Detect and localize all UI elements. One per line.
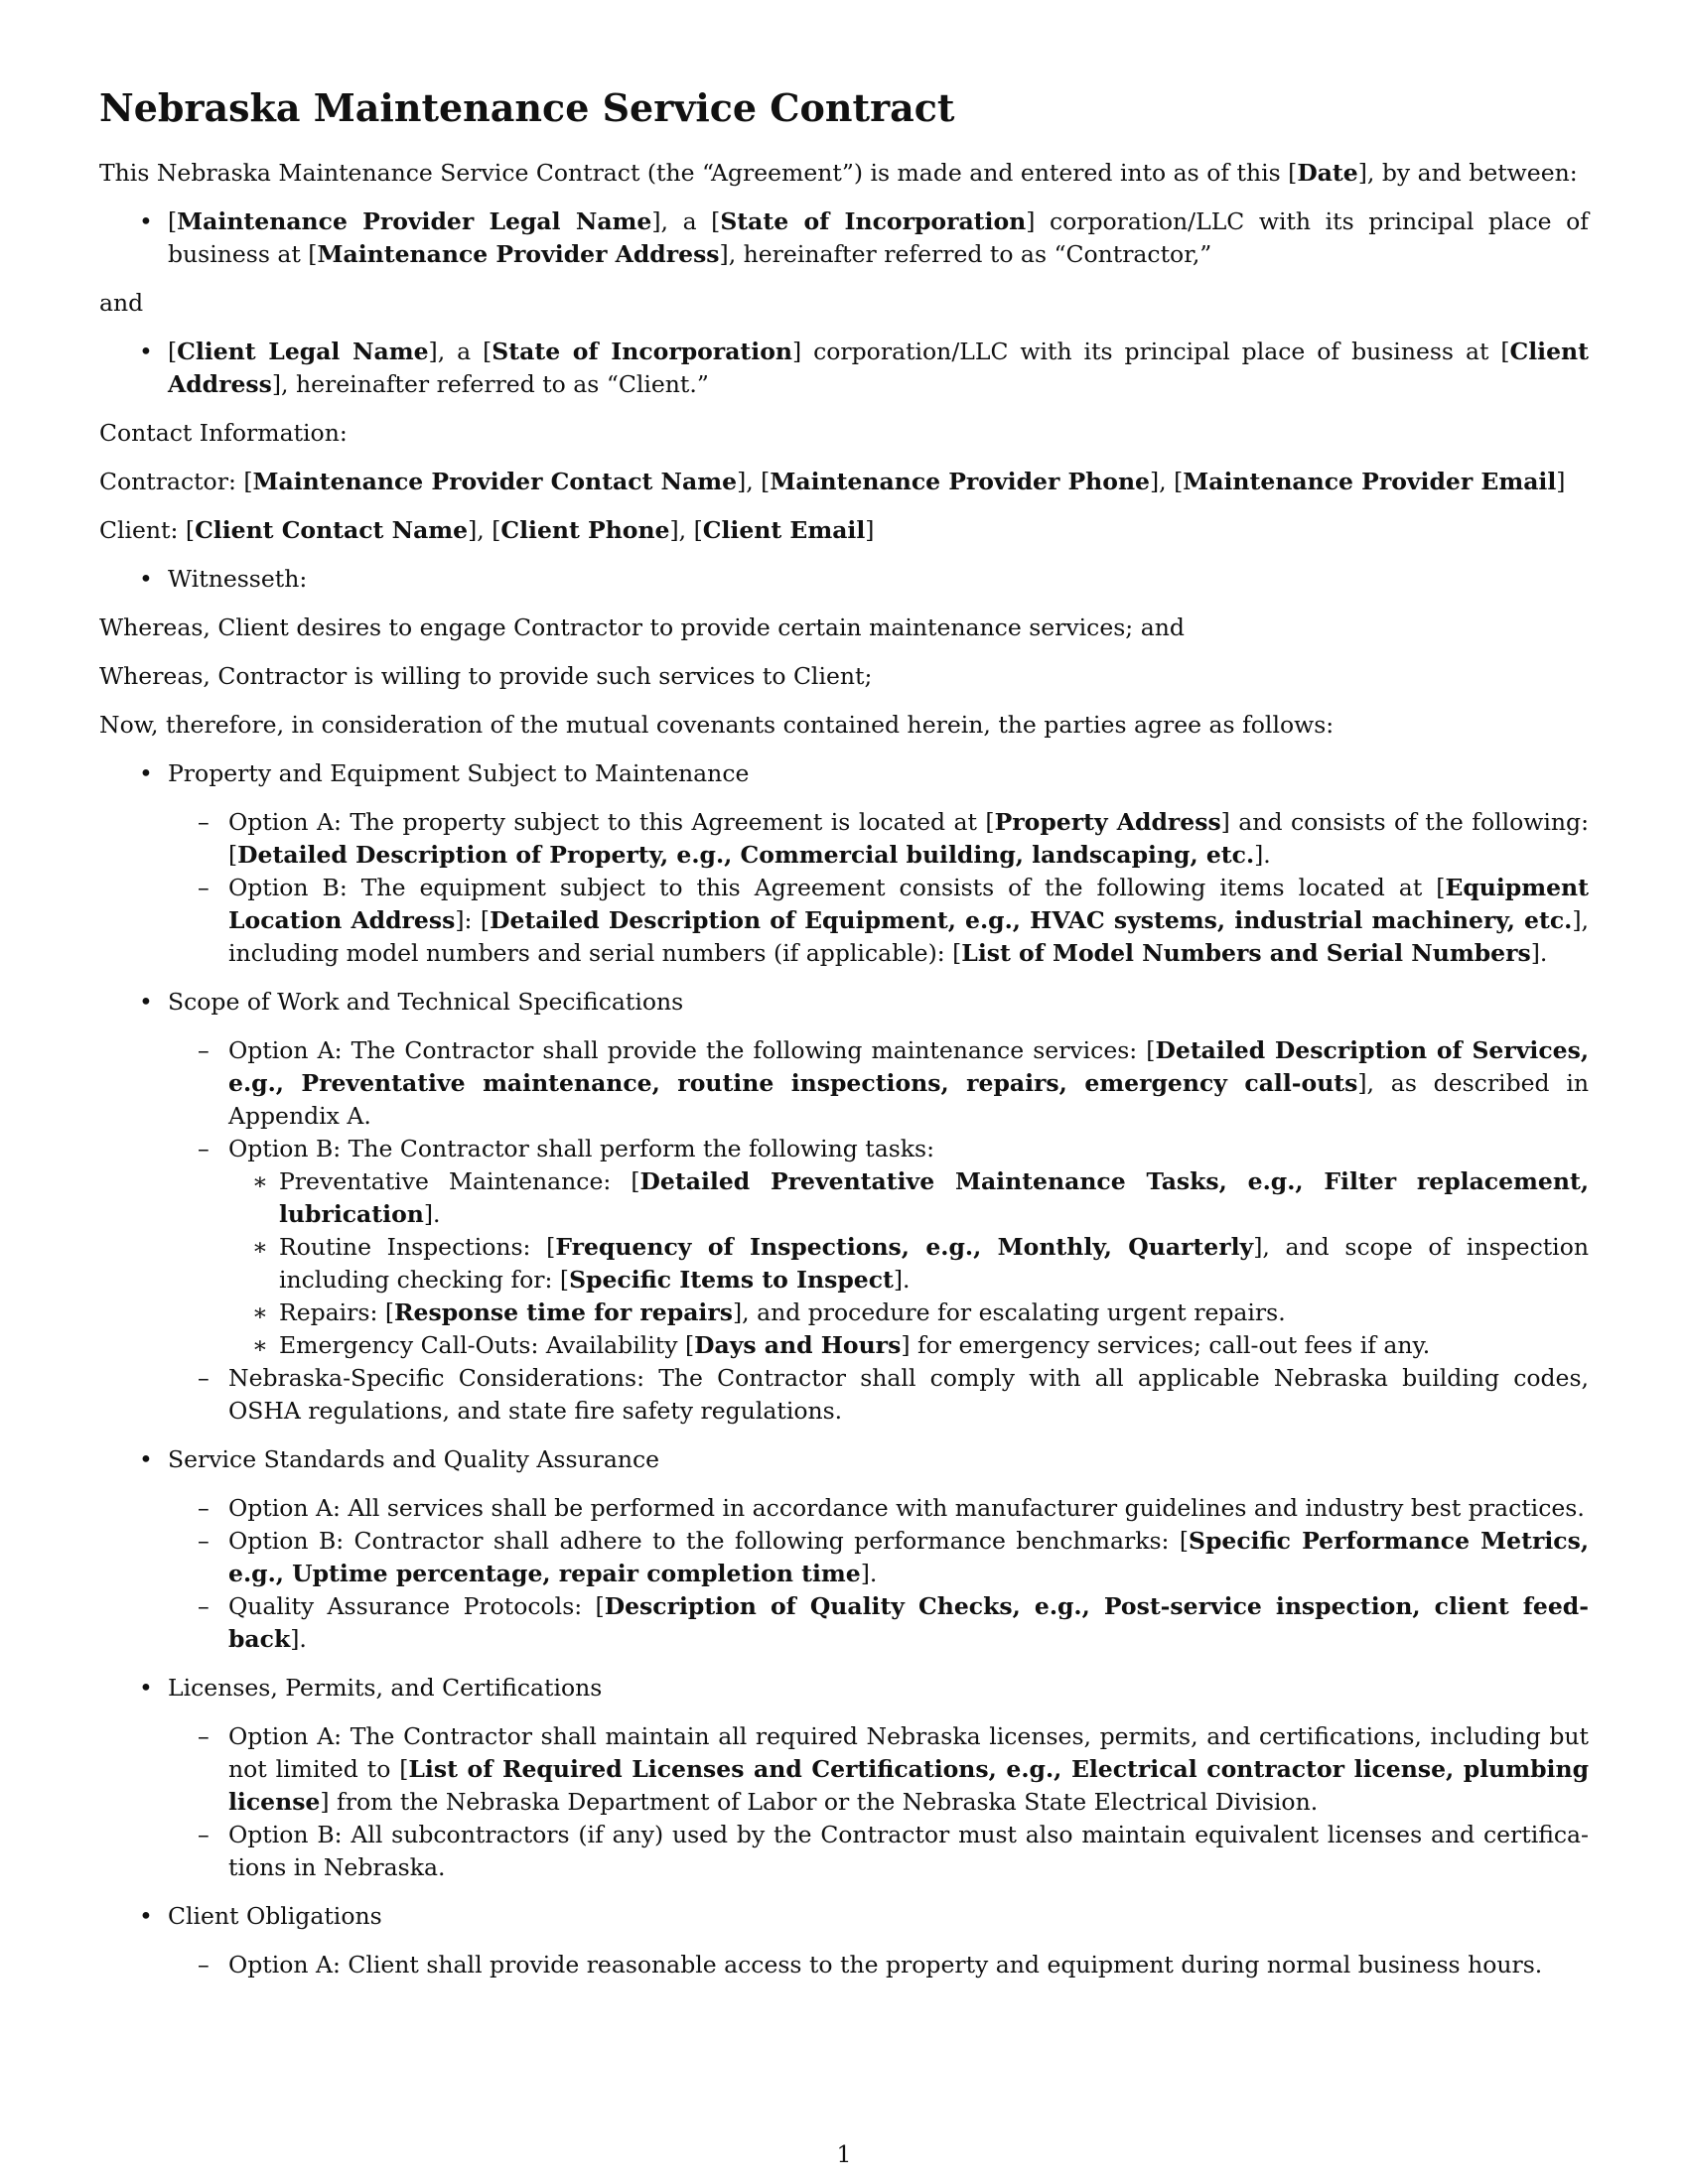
placeholder-field: Detailed Description of Equipment, e.g., HVAC systems, industrial machinery, etc. (490, 906, 1573, 934)
option-item (168, 1133, 1589, 1362)
text-run: ], hereinafter referred to as “Client.” (271, 370, 709, 398)
contact-contractor (99, 466, 1589, 498)
text-run: ], a [ (651, 207, 721, 235)
asterisk-icon: ∗ (252, 1233, 268, 1261)
text-run: This Nebraska Maintenance Service Contract (the “Agreement”) is made and entered into as of this [ (99, 159, 1298, 187)
text-run: ], hereinafter referred to as “Contractor,” (719, 240, 1212, 268)
page-number: 1 (836, 2140, 852, 2168)
task-item (228, 1231, 1589, 1297)
text-run: Contractor: [ (99, 468, 253, 495)
option-item (168, 1949, 1589, 1981)
text-run: ] (1556, 468, 1566, 495)
text-run: ] corporation/LLC with its principal place of business at [ (791, 338, 1510, 365)
placeholder-field: Maintenance Provider Phone (770, 468, 1150, 495)
bullet-icon: • (139, 1445, 153, 1473)
text-run: ]. (423, 1200, 441, 1228)
option-item (168, 872, 1589, 970)
text-run: ], a [ (428, 338, 492, 365)
placeholder-field: Maintenance Provider Address (317, 240, 720, 268)
placeholder-field: List of Model Numbers and Serial Numbers (961, 939, 1531, 967)
section-heading: Licenses, Permits, and Certifications (168, 1674, 603, 1702)
witnesseth-item: • Witnesseth: (99, 563, 1589, 596)
text-run: ]. (1254, 841, 1271, 869)
option-item (168, 1525, 1589, 1590)
text-run: [ (168, 338, 178, 365)
task-item (228, 1297, 1589, 1329)
dash-icon: – (198, 874, 210, 901)
task-list (228, 1165, 1589, 1362)
dash-icon: – (198, 1494, 210, 1522)
option-item (168, 1819, 1589, 1884)
option-item (168, 1034, 1589, 1133)
placeholder-field: Response time for repairs (394, 1298, 733, 1326)
placeholder-field: Equipment Location Address (228, 874, 1589, 934)
section-item (99, 1900, 1589, 1981)
placeholder-field: Client Phone (500, 516, 670, 544)
text-run: ] corporation/LLC with its principal place of business at [ (168, 207, 1589, 268)
text-run: ]. (893, 1266, 911, 1294)
dash-icon: – (198, 1364, 210, 1392)
text-run: Quality Assurance Protocols: [ (228, 1592, 605, 1620)
dash-icon: – (198, 808, 210, 836)
text-run: ], and procedure for escalating urgent repairs. (732, 1298, 1286, 1326)
text-run: Option B: Contractor shall adhere to the following performance benchmarks: [ (228, 1527, 1189, 1555)
witnesseth-list (99, 563, 1589, 596)
text-run: Emergency Call-Outs: Availability [ (279, 1331, 695, 1359)
task-item (228, 1329, 1589, 1362)
dash-icon: – (198, 1135, 210, 1162)
text-run: ]. (860, 1560, 878, 1587)
section-options (168, 1492, 1589, 1656)
placeholder-field: Client Email (702, 516, 866, 544)
text-run: ], [ (1149, 468, 1184, 495)
text-run: [ (168, 207, 178, 235)
text-run: ], including model numbers and serial numbers (if applicable): [ (228, 906, 1589, 967)
placeholder-field: Detailed Description of Property, e.g., Commercial building, landscaping, etc. (237, 841, 1255, 869)
dash-icon: – (198, 1592, 210, 1620)
section-item (99, 986, 1589, 1428)
placeholder-field: Property Address (994, 808, 1221, 836)
placeholder-field: Maintenance Provider Contact Name (252, 468, 738, 495)
bullet-icon: • (139, 759, 153, 787)
text-run: Option A: The Contractor shall maintain all required Nebraska licenses, permits, and certifications, including but not limited to [ (228, 1722, 1589, 1783)
bullet-icon: • (139, 1674, 153, 1702)
document-title: Nebraska Maintenance Service Contract (99, 85, 955, 130)
placeholder-field: State of Incorporation (492, 338, 792, 365)
section-heading: Service Standards and Quality Assurance (168, 1445, 660, 1473)
section-heading: Client Obligations (168, 1902, 382, 1930)
text-run: Option B: The Contractor shall perform the following tasks: (228, 1135, 934, 1162)
section-item (99, 1443, 1589, 1656)
sections-list (99, 757, 1589, 1981)
dash-icon: – (198, 1036, 210, 1064)
now-therefore: Now, therefore, in consideration of the mutual covenants contained herein, the parties agree as follows: (99, 711, 1335, 739)
text-run: ]. (290, 1625, 307, 1653)
text-run: Option A: Client shall provide reasonable access to the property and equipment during normal business hours. (228, 1951, 1543, 1979)
asterisk-icon: ∗ (252, 1298, 268, 1326)
party-client (99, 336, 1589, 401)
and-text: and (99, 289, 144, 317)
text-run: ], and scope of inspection including checking for: [ (279, 1233, 1589, 1294)
placeholder-field: State of Incorporation (720, 207, 1027, 235)
contact-heading: Contact Information: (99, 419, 348, 447)
asterisk-icon: ∗ (252, 1167, 268, 1195)
text-run: ] (865, 516, 875, 544)
placeholder-field: Specific Items to Inspect (569, 1266, 894, 1294)
option-item (168, 1492, 1589, 1525)
placeholder-field: Maintenance Provider Email (1183, 468, 1557, 495)
party-list-contractor (99, 205, 1589, 271)
whereas-2: Whereas, Contractor is willing to provide such services to Client; (99, 662, 873, 690)
text-run: ], as described in Appendix A. (228, 1069, 1589, 1130)
task-item (228, 1165, 1589, 1231)
placeholder-field: Client Address (168, 338, 1589, 398)
bullet-icon: • (139, 565, 153, 593)
placeholder-field: Specific Performance Metrics, e.g., Uptime percentage, repair completion time (228, 1527, 1590, 1587)
text-run: ] and consists of the following: [ (228, 808, 1590, 869)
placeholder-field: Client Contact Name (195, 516, 469, 544)
text-run: ], [ (737, 468, 771, 495)
option-item (168, 1362, 1589, 1428)
contact-client (99, 514, 1589, 547)
section-options (168, 1034, 1589, 1428)
text-run: ]. (1530, 939, 1548, 967)
section-options (168, 806, 1589, 970)
placeholder-field: Frequency of Inspections, e.g., Monthly, Quarterly (555, 1233, 1254, 1261)
option-item (168, 1720, 1589, 1819)
placeholder-field: Client Legal Name (177, 338, 429, 365)
text-run: Client: [ (99, 516, 196, 544)
text-run: Option B: All subcontractors (if any) used by the Contractor must also maintain equivalent licenses and certifica-tions in Nebraska. (228, 1821, 1589, 1881)
text-run: Option A: The property subject to this Agreement is located at [ (228, 808, 995, 836)
placeholder-field: Description of Quality Checks, e.g., Post-service inspection, client feed-back (228, 1592, 1589, 1653)
text-run: Option B: The equipment subject to this Agreement consists of the following items located at [ (228, 874, 1446, 901)
text-run: Option A: All services shall be performed in accordance with manufacturer guidelines and industry best practices. (228, 1494, 1585, 1522)
dash-icon: – (198, 1951, 210, 1979)
whereas-1: Whereas, Client desires to engage Contractor to provide certain maintenance services; and (99, 614, 1185, 641)
section-item (99, 1672, 1589, 1884)
section-options (168, 1720, 1589, 1884)
section-heading: Scope of Work and Technical Specifications (168, 988, 684, 1016)
bullet-icon: • (139, 338, 153, 365)
text-run: Preventative Maintenance: [ (279, 1167, 640, 1195)
placeholder-field: Maintenance Provider Legal Name (177, 207, 652, 235)
option-item (168, 806, 1589, 872)
section-item (99, 757, 1589, 970)
section-heading: Property and Equipment Subject to Maintenance (168, 759, 750, 787)
text-run: ] for emergency services; call-out fees if any. (901, 1331, 1431, 1359)
text-run: ] from the Nebraska Department of Labor or the Nebraska State Electrical Division. (320, 1788, 1319, 1816)
intro-paragraph (99, 157, 1589, 190)
party-list-client (99, 336, 1589, 401)
placeholder-field: Date (1297, 159, 1358, 187)
text-run: Routine Inspections: [ (279, 1233, 556, 1261)
placeholder-field: Detailed Preventative Maintenance Tasks, e.g., Filter replacement, lubrication (279, 1167, 1589, 1228)
document-page (99, 85, 1589, 1997)
placeholder-field: List of Required Licenses and Certifications, e.g., Electrical contractor license, plumbing license (228, 1755, 1589, 1816)
text-run: ]: [ (455, 906, 491, 934)
text-run: ], [ (468, 516, 501, 544)
text-run: ], by and between: (1357, 159, 1578, 187)
dash-icon: – (198, 1722, 210, 1750)
party-contractor (99, 205, 1589, 271)
bullet-icon: • (139, 988, 153, 1016)
placeholder-field: Detailed Description of Services, e.g., Preventative maintenance, routine inspections, repairs, emergency call-outs (228, 1036, 1590, 1097)
bullet-icon: • (139, 1902, 153, 1930)
option-item (168, 1590, 1589, 1656)
text-run: Option A: The Contractor shall provide the following maintenance services: [ (228, 1036, 1156, 1064)
placeholder-field: Days and Hours (694, 1331, 902, 1359)
section-options (168, 1949, 1589, 1981)
text-run: Repairs: [ (279, 1298, 395, 1326)
dash-icon: – (198, 1821, 210, 1848)
text-run: ], [ (669, 516, 703, 544)
bullet-icon: • (139, 207, 153, 235)
asterisk-icon: ∗ (252, 1331, 268, 1359)
dash-icon: – (198, 1527, 210, 1555)
text-run: Nebraska-Specific Considerations: The Contractor shall comply with all applicable Nebraska building codes, OSHA regulations, and state fire safety regulations. (228, 1364, 1589, 1425)
